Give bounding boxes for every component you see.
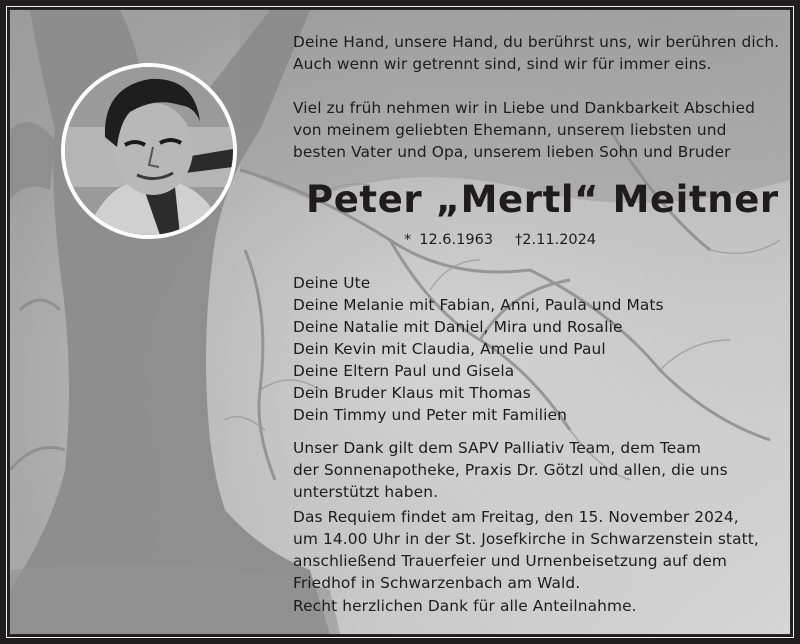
thanks-line: der Sonnenapotheke, Praxis Dr. Götzl und allen, die uns	[293, 461, 728, 479]
portrait-photo	[61, 63, 237, 239]
service-line: Friedhof in Schwarzenbach am Wald.	[293, 574, 581, 592]
thanks-line: Unser Dank gilt dem SAPV Palliativ Team, dem Team	[293, 439, 701, 457]
family-member: Deine Natalie mit Daniel, Mira und Rosalie	[293, 318, 623, 336]
verse	[293, 31, 779, 75]
verse-line: Auch wenn wir getrennt sind, sind wir für immer eins.	[293, 55, 712, 73]
deceased-name: Peter „Mertl“ Meitner	[306, 178, 779, 221]
closing-line: Recht herzlichen Dank für alle Anteilnahme.	[293, 597, 637, 615]
service-paragraph	[293, 506, 759, 594]
obituary-notice	[9, 9, 791, 635]
life-dates	[404, 232, 596, 248]
portrait-image	[65, 67, 233, 235]
family-member: Dein Timmy und Peter mit Familien	[293, 406, 567, 424]
service-line: Das Requiem findet am Freitag, den 15. November 2024,	[293, 508, 739, 526]
birth-date: 12.6.1963	[419, 232, 494, 248]
family-member: Deine Ute	[293, 274, 371, 292]
family-list	[293, 272, 664, 426]
service-line: um 14.00 Uhr in der St. Josefkirche in Schwarzenstein statt,	[293, 530, 759, 548]
thanks-line: unterstützt haben.	[293, 483, 439, 501]
service-line: anschließend Trauerfeier und Urnenbeisetzung auf dem	[293, 552, 728, 570]
birth-star-icon: *	[404, 232, 412, 248]
intro-line: Viel zu früh nehmen wir in Liebe und Dankbarkeit Abschied	[293, 99, 755, 117]
intro-line: besten Vater und Opa, unserem lieben Sohn und Bruder	[293, 143, 731, 161]
death-date: 2.11.2024	[522, 232, 597, 248]
family-member: Dein Bruder Klaus mit Thomas	[293, 384, 531, 402]
intro-paragraph	[293, 97, 755, 163]
thanks-paragraph	[293, 437, 728, 503]
family-member: Deine Eltern Paul und Gisela	[293, 362, 515, 380]
intro-line: von meinem geliebten Ehemann, unserem liebsten und	[293, 121, 727, 139]
verse-line: Deine Hand, unsere Hand, du berührst uns, wir berühren dich.	[293, 33, 780, 51]
family-member: Dein Kevin mit Claudia, Amelie und Paul	[293, 340, 606, 358]
family-member: Deine Melanie mit Fabian, Anni, Paula und Mats	[293, 296, 664, 314]
death-cross-icon: †	[515, 232, 523, 248]
